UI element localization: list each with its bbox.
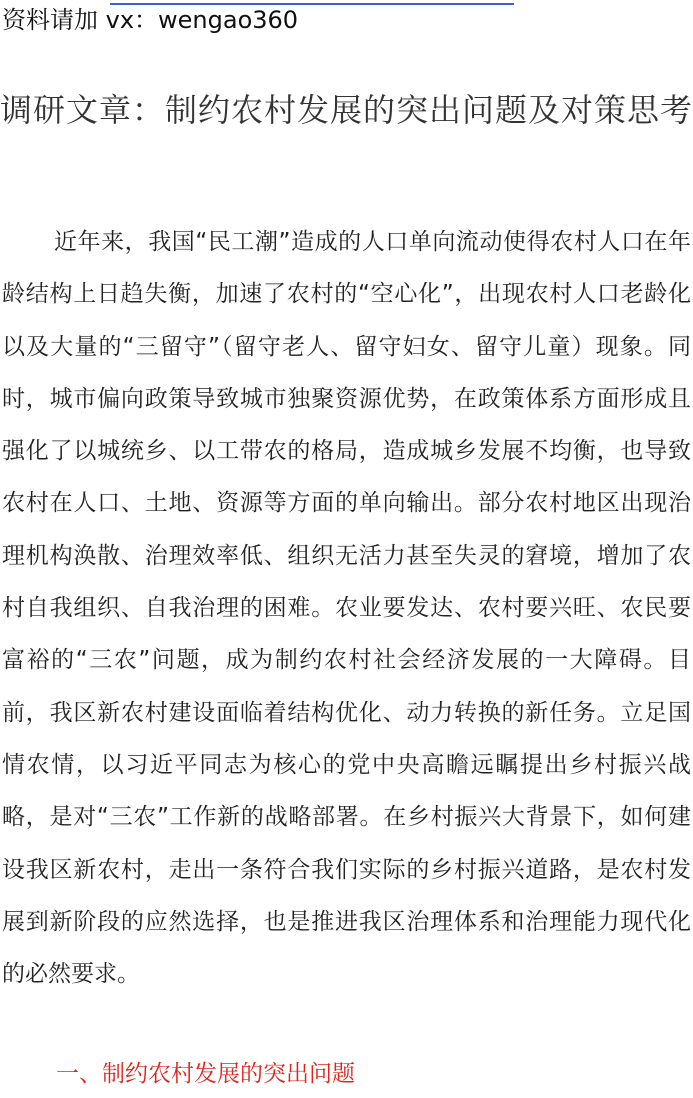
section-heading: 一、制约农村发展的突出问题 — [56, 1061, 355, 1087]
contact-note: 资料请加 vx：wengao360 — [2, 6, 299, 34]
article-paragraph: 近年来，我国“民工潮”造成的人口单向流动使得农村人口在年龄结构上日趋失衡，加速了农村的“空心化”，出现农村人口老龄化以及大量的“三留守”（留守老人、留守妇女、留守儿童）现象。同时，城市偏向政策导致城市独聚资源优势，在政策体系方面形成且强化了以城统乡、以工带农的格局，造成城乡发展不均衡，也导致农村在人口、土地、资源等方面的单向输出。部分农村地区出现治理机构涣散、治理效率低、组织无活力甚至失灵的窘境，增加了农村自我组织、自我治理的困难。农业要发达、农村要兴旺、农民要富裕的“三农”问题，成为制约农村社会经济发展的一大障碍。目前，我区新农村建设面临着结构优化、动力转换的新任务。立足国情农情，以习近平同志为核心的党中央高瞻远瞩提出乡村振兴战略，是对“三农”工作新的战略部署。在乡村振兴大背景下，如何建设我区新农村，走出一条符合我们实际的乡村振兴道路，是农村发展到新阶段的应然选择，也是推进我区治理体系和治理能力现代化的必然要求。 — [2, 229, 691, 988]
article-title: 调研文章：制约农村发展的突出问题及对策思考 — [0, 91, 693, 129]
